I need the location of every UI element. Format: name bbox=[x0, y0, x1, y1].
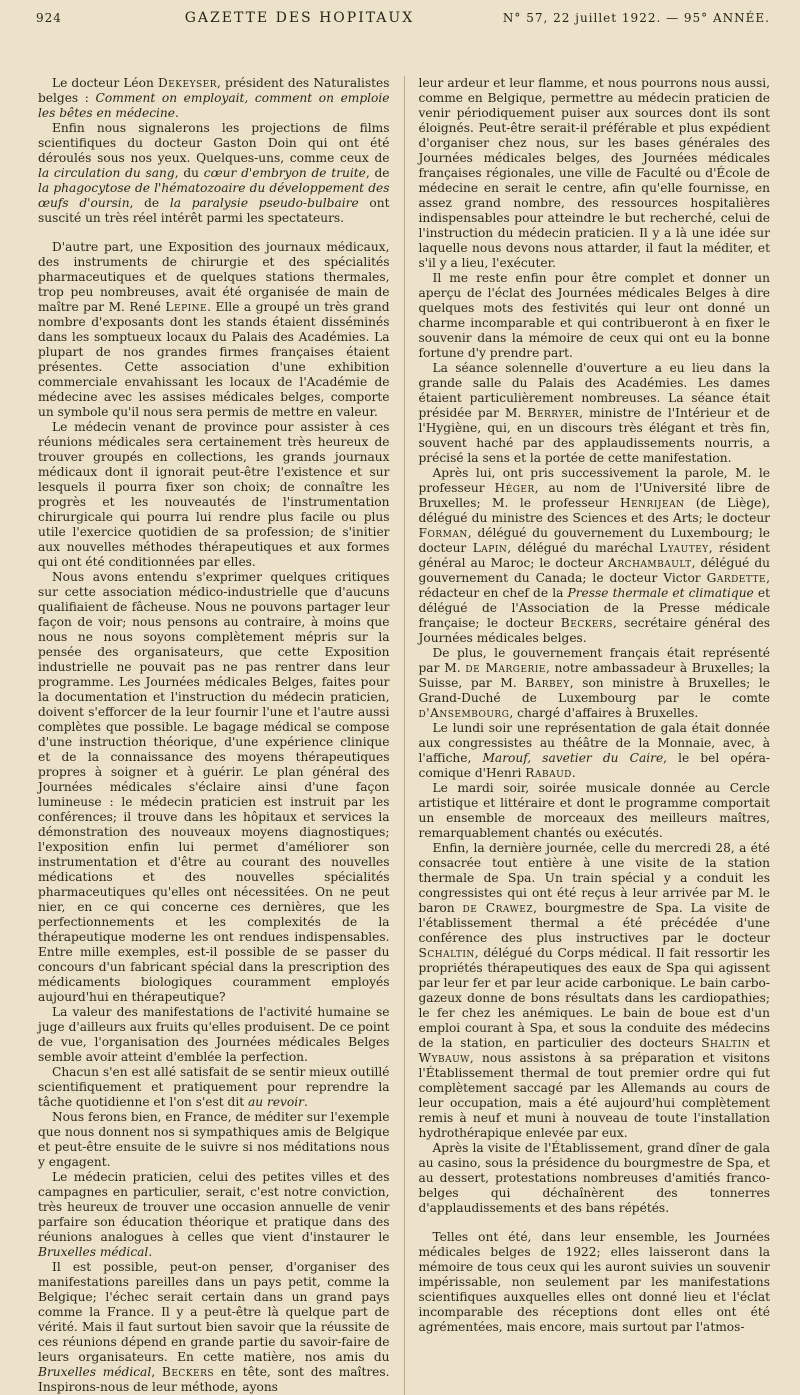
text-run: , nous assistons à sa préparation et visitons l'Établissement thermal de tout premier ordre qui fut complètement saccagé par les Allemands au cours de leur occupation, mais a été aujourd'hui complètement remis à neuf et muni à nouveau de toute l'installation hydrothérapique enlevée par eux. bbox=[418, 1051, 770, 1140]
text-run: , bourgmestre de Spa. La visite de l'établissement thermal a été précédée d'une conférence des plus instructives par le docteur bbox=[418, 901, 770, 945]
paragraph bbox=[419, 721, 771, 781]
text-run: ont suscité un très réel intérêt parmi les spectateurs. bbox=[38, 196, 390, 225]
text-run: . Elle a groupé un très grand nombre d'exposants dont les stands étaient disséminés dans les somptueux locaux du Palais des Académies. La plupart de nos grandes firmes françaises étaient présentes. Cette association d'une exhibition commerciale envahissant les locaux de l'Académie de médecine avec les assises médicales belges, comporte un symbole qu'il nous sera permis de mettre en valeur. bbox=[38, 300, 390, 419]
text-run: , de bbox=[365, 166, 390, 180]
text-run: , rédacteur en chef de la bbox=[418, 571, 770, 600]
text-run: . bbox=[571, 766, 576, 780]
text-run: , délégué du gouvernement du Luxembourg; le docteur bbox=[418, 526, 770, 555]
text-run: Il me reste enfin pour être complet et donner un aperçu de l'éclat des Journées médicales Belges à dire quelques mots des festivités qui leur ont donné un charme incomparable et qui contribueront à en fixer le souvenir dans la mémoire de ceux qui ont eu la bonne fortune d'y prendre part. bbox=[418, 271, 770, 360]
article-columns bbox=[38, 76, 770, 1395]
italic-text: Comment on employait, comment on emploie les bêtes en médecine. bbox=[38, 91, 390, 120]
small-caps-name: Dekeyser bbox=[157, 76, 218, 90]
small-caps-name: Berryer bbox=[527, 406, 580, 420]
text-run: , ministre de l'Intérieur et de l'Hygiène, qui, en un discours très élégant et très fin, souvent haché par des applaudissements nourris, a précisé la sens et la portée de cette manifestation. bbox=[418, 406, 770, 465]
paragraph bbox=[419, 781, 771, 841]
text-run: Enfin, la dernière journée, celle du mercredi 28, a été consacrée tout entière à une visite de la station thermale de Spa. Un train spécial y a conduit les congressistes qui ont été reçus à leur arrivée par M. le baron bbox=[418, 841, 770, 915]
text-run: La valeur des manifestations de l'activité humaine se juge d'ailleurs aux fruits qu'elles produisent. De ce point de vue, l'organisation des Journées médicales Belges semble avoir atteint d'emblée la perfection. bbox=[38, 1005, 390, 1064]
italic-text: Bruxelles médical bbox=[38, 1245, 149, 1259]
text-run: . bbox=[304, 1095, 308, 1109]
text-run: Nous avons entendu s'exprimer quelques critiques sur cette association médico-industrielle que d'aucuns qualifiaient de fâcheuse. Nous ne pouvons partager leur façon de voir; nous pensons au contraire, à moins que nous ne nous soyons complètement mépris sur la pensée des organisateurs, que cette Exposition industrielle ne pouvait pas ne pas rentrer dans leur programme. Les Journées médicales Belges, faites pour la documentation et l'instruction du médecin praticien, doivent s'efforcer de la leur fournir l'une et l'autre aussi complètes que possible. Le bagage médical se compose d'une instruction théorique, d'une expérience clinique et de la connaissance des moyens thérapeutiques propres à soigner et à guérir. Le plan général des Journées médicales s'éclaire ainsi d'une façon lumineuse : le médecin praticien est instruit par les conférences; il trouve dans les hôpitaux et services la démonstration des nouveaux moyens diagnostiques; l'exposition enfin lui permet d'améliorer son instrumentation et d'être au courant des nouvelles médications et des nouvelles spécialités pharmaceutiques qu'elles ont nécessitées. On ne peut nier, en ce qui concerne ces dernières, que les perfectionnements et les complexités de la thérapeutique moderne les ont rendues indispensables. Entre mille exemples, est-il possible de se passer du concours d'un fabricant spécial dans la prescription des médicaments biologiques couramment employés aujourd'hui en thérapeutique? bbox=[38, 570, 390, 1004]
paragraph bbox=[38, 1065, 390, 1110]
text-run: Il est possible, peut-on penser, d'organiser des manifestations pareilles dans un pays petit, comme la Belgique; l'échec serait certain dans un grand pays comme la France. Il y a peut-être là quelque part de vérité. Mais il faut surtout bien savoir que la réussite de ces réunions dépend en grande partie du savoir-faire de leurs organisateurs. En cette matière, nos amis du bbox=[38, 1260, 390, 1364]
small-caps-name: Wybauw bbox=[418, 1051, 470, 1065]
paragraph bbox=[38, 1260, 390, 1395]
paragraph bbox=[38, 76, 390, 121]
paragraph bbox=[419, 646, 771, 721]
paragraph bbox=[419, 841, 771, 1141]
italic-text: Marouf, savetier du Caire bbox=[482, 751, 664, 765]
small-caps-name: Gardette bbox=[706, 571, 767, 585]
small-caps-name: Barbey bbox=[525, 676, 570, 690]
text-run: , président des Naturalistes belges : bbox=[38, 76, 390, 105]
text-run: Enfin nous signalerons les projections de films scientifiques du docteur Gaston Doin qui ont été déroulés sous nos yeux. Quelques-uns, comme ceux de bbox=[38, 121, 390, 165]
text-run: , chargé d'affaires à Bruxelles. bbox=[509, 706, 699, 720]
small-caps-name: Shaltin bbox=[701, 1036, 751, 1050]
journal-title: GAZETTE DES HOPITAUX bbox=[184, 10, 415, 26]
paragraph bbox=[38, 1110, 390, 1170]
text-run: , délégué du gouvernement du Canada; le docteur Victor bbox=[418, 556, 770, 585]
small-caps-name: Héger bbox=[494, 481, 535, 495]
text-run: La séance solennelle d'ouverture a eu lieu dans la grande salle du Palais des Académies. Les dames étaient particulièrement nombreuses. La séance était présidée par M. bbox=[418, 361, 770, 420]
italic-text: au revoir bbox=[248, 1095, 304, 1109]
small-caps-name: Lapin bbox=[472, 541, 508, 555]
text-run: , le bel opéra-comique d'Henri bbox=[418, 751, 770, 780]
small-caps-name: Henrijean bbox=[619, 496, 685, 510]
text-run: et bbox=[750, 1036, 771, 1050]
paragraph bbox=[38, 1170, 390, 1260]
issue-date: N° 57, 22 juillet 1922. — 95° ANNÉE. bbox=[502, 11, 770, 25]
text-run: De plus, le gouvernement français était représenté par M. bbox=[418, 646, 770, 675]
left-column bbox=[38, 76, 390, 1395]
italic-text: cœur d'embryon de truite bbox=[203, 166, 366, 180]
page-number: 924 bbox=[36, 11, 62, 25]
page-header bbox=[36, 10, 770, 34]
small-caps-name: Lyautey bbox=[659, 541, 709, 555]
paragraph bbox=[38, 240, 390, 420]
paragraph bbox=[38, 121, 390, 226]
paragraph bbox=[419, 361, 771, 466]
text-run: . bbox=[148, 1245, 153, 1259]
paragraph bbox=[419, 271, 771, 361]
text-run: Le lundi soir une représentation de gala était donnée aux congressistes au théâtre de la Monnaie, avec, à l'affiche, bbox=[418, 721, 770, 765]
text-run: , bbox=[151, 1365, 162, 1379]
small-caps-name: d'Ansembourg bbox=[418, 706, 510, 720]
text-run: Chacun s'en est allé satisfait de se sentir mieux outillé scientifiquement et pratiquement pour reprendre la tâche quotidienne et l'on s'est dit bbox=[38, 1065, 390, 1109]
paragraph bbox=[38, 1005, 390, 1065]
paragraph bbox=[38, 420, 390, 570]
small-caps-name: Archambault bbox=[608, 556, 692, 570]
small-caps-name: Rabaud bbox=[525, 766, 572, 780]
text-run: , délégué du Corps médical. Il fait ressortir les propriétés thérapeutiques des eaux de Spa qui agissent par leur fer et par leur acide carbonique. Le bain carbo-gazeux donne de bons résultats dans les cardiopathies; le fer chez les anémiques. Le bain de boue est d'un emploi courant à Spa, et sous la conduite des médecins de la station, en particulier des docteurs bbox=[418, 946, 770, 1050]
text-run: Après lui, ont pris successivement la parole, M. le professeur bbox=[418, 466, 770, 495]
text-run: Nous ferons bien, en France, de méditer sur l'exemple que nous donnent nos si sympathiques amis de Belgique et peut-être ensuite de le suivre si nos méditations nous y engagent. bbox=[38, 1110, 390, 1169]
small-caps-name: Beckers bbox=[560, 616, 613, 630]
text-run: , résident général au Maroc; le docteur bbox=[418, 541, 771, 570]
small-caps-name: de Margerie bbox=[465, 661, 546, 675]
text-run: et délégué de l'Association de la Presse médicale française; le docteur bbox=[418, 586, 771, 630]
paragraph bbox=[38, 570, 390, 1005]
text-run: , secrétaire général des Journées médicales belges. bbox=[418, 616, 771, 645]
text-run: Après la visite de l'Établissement, grand dîner de gala au casino, sous la présidence du bourgmestre de Spa, et au dessert, protestations nombreuses d'amitiés franco-belges qui déchaînèrent des tonnerres d'applaudissements et des bans répétés. bbox=[418, 1141, 770, 1215]
text-run: Le médecin praticien, celui des petites villes et des campagnes en particulier, serait, c'est notre conviction, très heureux de trouver une occasion annuelle de venir parfaire son éducation théorique et pratique dans des réunions analogues à celles que vient d'instaurer le bbox=[38, 1170, 390, 1244]
text-run: , son ministre à Bruxelles; le Grand-Duché de Luxembourg par le comte bbox=[418, 676, 770, 705]
small-caps-name: de Crawez bbox=[462, 901, 534, 915]
text-run: (de Liège), délégué du ministre des Sciences et des Arts; le docteur bbox=[418, 496, 770, 525]
paragraph bbox=[419, 1141, 771, 1216]
text-run: , au nom de l'Université libre de Bruxelles; M. le professeur bbox=[418, 481, 770, 510]
paragraph bbox=[419, 1230, 771, 1335]
text-run: Le docteur Léon bbox=[52, 76, 158, 90]
small-caps-name: Schaltin bbox=[418, 946, 475, 960]
text-run: , de bbox=[129, 196, 170, 210]
text-run: , notre ambassadeur à Bruxelles; la Suisse, par M. bbox=[418, 661, 771, 690]
italic-text: Bruxelles médical bbox=[38, 1365, 152, 1379]
small-caps-name: Beckers bbox=[161, 1365, 215, 1379]
text-run: D'autre part, une Exposition des journaux médicaux, des instruments de chirurgie et des spécialités pharmaceutiques et de quelques stations thermales, trop peu nombreuses, avait été organisée de main de maître par M. René bbox=[38, 240, 390, 314]
italic-text: Presse thermale et climatique bbox=[567, 586, 754, 600]
text-run: , du bbox=[174, 166, 204, 180]
small-caps-name: Forman bbox=[418, 526, 468, 540]
paragraph bbox=[419, 466, 771, 646]
italic-text: la paralysie pseudo-bulbaire bbox=[169, 196, 359, 210]
paragraph bbox=[419, 76, 771, 271]
text-run: Telles ont été, dans leur ensemble, les Journées médicales belges de 1922; elles laisseront dans la mémoire de tous ceux qui les auront suivies un souvenir impérissable, non seulement par les manifestations scientifiques auxquelles elles ont donné lieu et l'éclat incomparable des réceptions dont elles ont été agrémentées, mais encore, mais surtout par l'atmos- bbox=[418, 1230, 770, 1334]
italic-text: la circulation du sang bbox=[38, 166, 175, 180]
text-run: Le mardi soir, soirée musicale donnée au Cercle artistique et littéraire et dont le programme comportait un ensemble de morceaux des meilleurs maîtres, remarquablement chantés ou exécutés. bbox=[418, 781, 770, 840]
small-caps-name: Lepine bbox=[165, 300, 208, 314]
text-run: , délégué du maréchal bbox=[507, 541, 660, 555]
text-run: Le médecin venant de province pour assister à ces réunions médicales sera certainement très heureux de trouver groupés en collections, les grands journaux médicaux dont il ignorait peut-être l'existence et sur lesquels il pourra fixer son choix; de connaître les progrès et les nouveautés de l'instrumentation chirurgicale qui pourra lui rendre plus facile ou plus utile l'exercice quotidien de sa profession; de s'initier aux nouvelles méthodes thérapeutiques et aux formes qui ont été conditionnées par elles. bbox=[38, 420, 390, 569]
column-divider bbox=[404, 76, 405, 1395]
text-run: en tête, sont des maîtres. Inspirons-nous de leur méthode, ayons bbox=[38, 1365, 390, 1394]
italic-text: la phagocytose de l'hématozoaire du développement des œufs d'oursin bbox=[38, 181, 390, 210]
right-column bbox=[419, 76, 771, 1395]
text-run: leur ardeur et leur flamme, et nous pourrons nous aussi, comme en Belgique, permettre au médecin praticien de venir périodiquement puiser aux sources dont ils sont éloignés. Peut-être serait-il préférable et plus expédient d'organiser chez nous, sur les bases générales des Journées médicales belges, des Journées médicales françaises régionales, une ville de Faculté ou d'École de médecine en serait le centre, afin qu'elle fournisse, en assez grand nombre, des ressources hospitalières indispensables pour atteindre le but recherché, celui de l'instruction du médecin praticien. Il y a là une idée sur laquelle nous devons nous attarder, il faut la méditer, et s'il y a lieu, l'exécuter. bbox=[418, 76, 770, 270]
